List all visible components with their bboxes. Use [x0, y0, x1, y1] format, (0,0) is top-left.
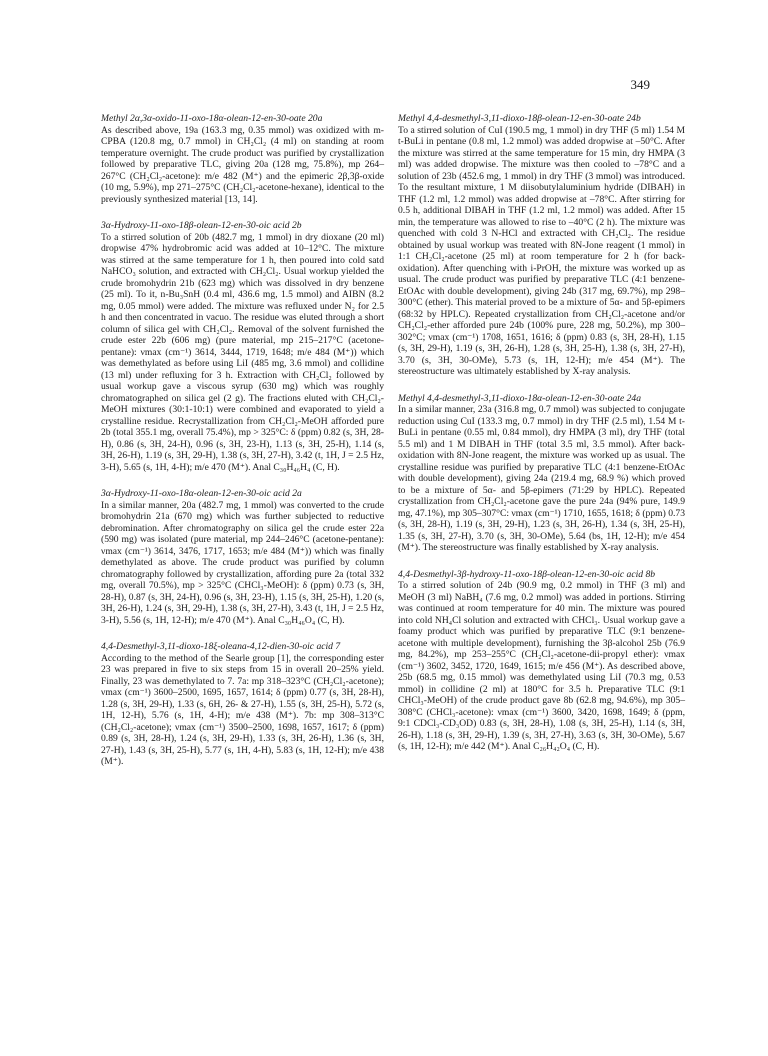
section-2a	[101, 488, 384, 626]
section-body: To a stirred solution of CuI (190.5 mg, 1 mmol) in dry THF (5 ml) 1.54 M t-BuLi in pentane (0.8 ml, 1.2 mmol) was added dropwise at –50°C. After the mixture was stirred at the same temperature for 15 min, dry HMPA (3 ml) was added dropwise. The mixture was then cooled to –78°C and a solution of 23b (452.6 mg, 1 mmol) in dry THF (3 mmol) was introduced. To the resultant mixture, 1 M diisobutylaluminium hydride (DIBAH) in THF (1.2 ml, 1.2 mmol) was added dropwise at –78°C. After stirring for 0.5 h, additional DIBAH in THF (1.2 ml, 1.2 mmol) was added. After 15 min, the temperature was allowed to rise to –40°C (2 h). The mixture was quenched with cold 3 N-HCl and extracted with CH₂Cl₂. The residue obtained by usual workup was treated with 8N-Jone reagent (1 mmol) in 1:1 CH₂Cl₂-acetone (25 ml) at room temperature for 2 h (for back-oxidation). After quenching with i-PrOH, the mixture was worked up as usual. The crude product was purified by preparative TLC (4:1 benzene-EtOAc with double development), giving 24b (317 mg, 69.7%), mp 298–300°C (ether). This material proved to be a mixture of 5α- and 5β-epimers (68:32 by HPLC). Repeated crystallization from CH₂Cl₂-acetone and/or CH₂Cl₂-ether afforded pure 24b (100% pure, 228 mg, 50.2%), mp 300–302°C; νmax (cm⁻¹) 1708, 1651, 1616; δ (ppm) 0.83 (s, 3H, 28-H), 1.15 (s, 3H, 29-H), 1.19 (s, 3H, 26-H), 1.28 (s, 3H, 25-H), 1.38 (s, 3H, 27-H), 3.70 (s, 3H, 30-OMe), 5.73 (s, 1H, 12-H); m/e 454 (M⁺). The stereostructure was ultimately established by X-ray analysis.	[398, 124, 685, 377]
section-body: To a stirred solution of 20b (482.7 mg, 1 mmol) in dry dioxane (20 ml) dropwise 47% hydrobromic acid was added at 10–12°C. The mixture was stirred at the same temperature for 1 h, then poured into cold satd NaHCO₃ solution, and extracted with CH₂Cl₂. Usual workup yielded the crude bromohydrin 21b (623 mg) which was dissolved in dry benzene (25 ml). To it, n-Bu₃SnH (0.4 ml, 436.6 mg, 1.5 mmol) and AIBN (8.2 mg, 0.05 mmol) were added. The mixture was refluxed under N₂ for 2.5 h and then concentrated in vacuo. The residue was eluted through a short column of silica gel with CH₂Cl₂. Removal of the solvent furnished the crude ester 22b (606 mg) (pure material, mp 215–217°C (acetone-pentane): νmax (cm⁻¹) 3614, 3444, 1719, 1648; m/e 484 (M⁺)) which was demethylated as before using LiI (485 mg, 3.6 mmol) and collidine (13 ml) under refluxing for 3 h. Extraction with CH₂Cl₂ followed by usual workup gave a viscous syrup (630 mg) which was roughly chromatographed on silica gel (2 g). The fractions eluted with CH₂Cl₂-MeOH mixtures (30:1-10:1) were combined and evaporated to yield a crystalline residue. Recrystallization from CH₂Cl₂-MeOH afforded pure 2b (total 355.1 mg, overall 75.4%), mp > 325°C: δ (ppm) 0.82 (s, 3H, 28-H), 0.86 (s, 3H, 24-H), 0.96 (s, 3H, 23-H), 1.13 (s, 3H, 25-H), 1.14 (s, 3H, 26-H), 1.19 (s, 3H, 29-H), 1.38 (s, 3H, 27-H), 3.42 (t, 1H, J = 2.5 Hz, 3-H), 5.65 (s, 1H, 4-H); m/e 470 (M⁺). Anal C₃₀H₄₆H₄ (C, H).	[101, 231, 384, 473]
section-title: 4,4-Desmethyl-3β-hydroxy-11-oxo-18β-olean-12-en-30-oic acid 8b	[398, 568, 656, 580]
right-column	[398, 113, 685, 768]
section-24a	[398, 393, 685, 554]
section-title: 3α-Hydroxy-11-oxo-18α-olean-12-en-30-oic acid 2a	[101, 488, 302, 499]
section-body: In a similar manner, 23a (316.8 mg, 0.7 mmol) was subjected to conjugate reduction using CuI (133.3 mg, 0.7 mmol) in dry THF (2.5 ml), 1.54 M t-BuLi in pentane (0.55 ml, 0.84 mmol), dry HMPA (3 ml), dry THF (total 5.5 ml) and 1 M DIBAH in THF (total 3.5 ml, 3.5 mmol). After back-oxidation with 8N-Jone reagent, the mixture was worked up as usual. The crystalline residue was purified by preparative TLC (4:1 benzene-EtOAc with double development), giving 24a (219.4 mg, 68.9 %) which proved to be a mixture of 5α- and 5β-epimers (71:29 by HPLC). Repeated crystallization from CH₂Cl₂-acetone gave the pure 24a (94% pure, 149.9 mg, 47.1%), mp 305–307°C: νmax (cm⁻¹) 1710, 1655, 1618; δ (ppm) 0.73 (s, 3H, 28-H), 1.19 (s, 3H, 29-H), 1.23 (s, 3H, 26-H), 1.34 (s, 3H, 25-H), 1.35 (s, 3H, 27-H), 3.70 (s, 3H, 30-OMe), 5.64 (bs, 1H, 12-H); m/e 454 (M⁺). The stereostructure was finally established by X-ray analysis.	[398, 404, 685, 553]
left-column	[101, 113, 384, 783]
section-2b	[101, 220, 384, 473]
section-8b	[398, 569, 685, 753]
section-title: Methyl 4,4-desmethyl-3,11-dioxo-18α-olean-12-en-30-oate 24a	[398, 392, 642, 404]
page-number: 349	[630, 77, 650, 92]
section-20a	[101, 113, 384, 205]
section-title: Methyl 4,4-desmethyl-3,11-dioxo-18β-olean-12-en-30-oate 24b	[398, 113, 641, 124]
section-body: As described above, 19a (163.3 mg, 0.35 mmol) was oxidized with m-CPBA (120.8 mg, 0.7 mmol) in CH₂Cl₂ (4 ml) on standing at room temperature overnight. The crude product was purified by crystallization followed by preparative TLC, giving 20a (128 mg, 75.8%), mp 264–267°C (CH₂Cl₂-acetone): m/e 482 (M⁺) and the epimeric 2β,3β-oxide (10 mg, 5.9%), mp 271–275°C (CH₂Cl₂-acetone-hexane), identical to the previously synthesized material [13, 14].	[101, 124, 384, 205]
section-body: According to the method of the Searle group [1], the corresponding ester 23 was prepared in five to six steps from 15 in overall 20–25% yield. Finally, 23 was demethylated to 7. 7a: mp 318–323°C (CH₂Cl₂-acetone); νmax (cm⁻¹) 3600–2500, 1695, 1657, 1614; δ (ppm) 0.77 (s, 3H, 28-H), 1.28 (s, 3H, 29-H), 1.33 (s, 6H, 26- & 27-H), 1.55 (s, 3H, 25-H), 5.72 (s, 1H, 12-H), 5.76 (s, 1H, 4-H); m/e 438 (M⁺). 7b: mp 308–313°C (CH₂Cl₂-acetone); νmax (cm⁻¹) 3500–2500, 1698, 1657, 1617; δ (ppm) 0.89 (s, 3H, 28-H), 1.24 (s, 3H, 29-H), 1.33 (s, 3H, 26-H), 1.36 (s, 3H, 27-H), 1.43 (s, 3H, 25-H), 5.77 (s, 1H, 4-H), 5.83 (s, 1H, 12-H); m/e 438 (M⁺).	[101, 652, 384, 767]
section-24b	[398, 113, 685, 378]
section-title: 3α-Hydroxy-11-oxo-18β-olean-12-en-30-oic acid 2b	[101, 220, 302, 231]
section-body: To a stirred solution of 24b (90.9 mg, 0.2 mmol) in THF (3 ml) and MeOH (3 ml) NaBH₄ (7.6 mg, 0.2 mmol) was added in portions. Stirring was continued at room temperature for 40 min. The mixture was poured into cold NH₄Cl solution and extracted with CHCl₃. Usual workup gave a foamy product which was purified by preparative TLC (9:1 benzene-acetone with multiple development), furnishing the 3β-alcohol 25b (76.9 mg, 84.2%), mp 253–255°C (CH₂Cl₂-acetone-dii-propyl ether): νmax (cm⁻¹) 3602, 3452, 1720, 1649, 1615; m/e 456 (M⁺). As described above, 25b (68.5 mg, 0.15 mmol) was demethylated using LiI (70.3 mg, 0.53 mmol) in collidine (2 ml) at 180°C for 3.5 h. Preparative TLC (9:1 CHCl₃-MeOH) of the crude product gave 8b (62.8 mg, 94.6%), mp 305–308°C (CHCl₃-acetone): νmax (cm⁻¹) 3600, 3420, 1698, 1649; δ (ppm, 9:1 CDCl₃-CD₃OD) 0.83 (s, 3H, 28-H), 1.08 (s, 3H, 25-H), 1.14 (s, 3H, 26-H), 1.18 (s, 3H, 29-H), 1.39 (s, 3H, 27-H), 3.63 (s, 3H, 30-OMe), 5.67 (s, 1H, 12-H); m/e 442 (M⁺). Anal C₂₆H₄₂O₄ (C, H).	[398, 580, 685, 752]
section-title: 4,4-Desmethyl-3,11-dioxo-18ξ-oleana-4,12-dien-30-oic acid 7	[101, 641, 341, 652]
section-7	[101, 641, 384, 768]
section-body: In a similar manner, 20a (482.7 mg, 1 mmol) was converted to the crude bromohydrin 21a (670 mg) which was further subjected to reductive debromination. After chromatography on silica gel the crude ester 22a (590 mg) was isolated (pure material, mp 244–246°C (acetone-pentane): νmax (cm⁻¹) 3614, 3476, 1717, 1653; m/e 484 (M⁺)) which was finally demethylated as above. The crude product was purified by column chromatography followed by crystallization, affording pure 2a (total 332 mg, overall 70.5%), mp > 325°C (CHCl₃-MeOH): δ (ppm) 0.73 (s, 3H, 28-H), 0.87 (s, 3H, 24-H), 0.96 (s, 3H, 23-H), 1.15 (s, 3H, 25-H), 1.20 (s, 3H, 26-H), 1.24 (s, 3H, 29-H), 1.38 (s, 3H, 27-H), 3.43 (t, 1H, J = 2.5 Hz, 3-H), 5.56 (s, 1H, 12-H); m/e 470 (M⁺). Anal C₃₀H₄₆O₄ (C, H).	[101, 499, 384, 626]
section-title: Methyl 2α,3α-oxido-11-oxo-18α-olean-12-en-30-oate 20a	[101, 113, 323, 124]
